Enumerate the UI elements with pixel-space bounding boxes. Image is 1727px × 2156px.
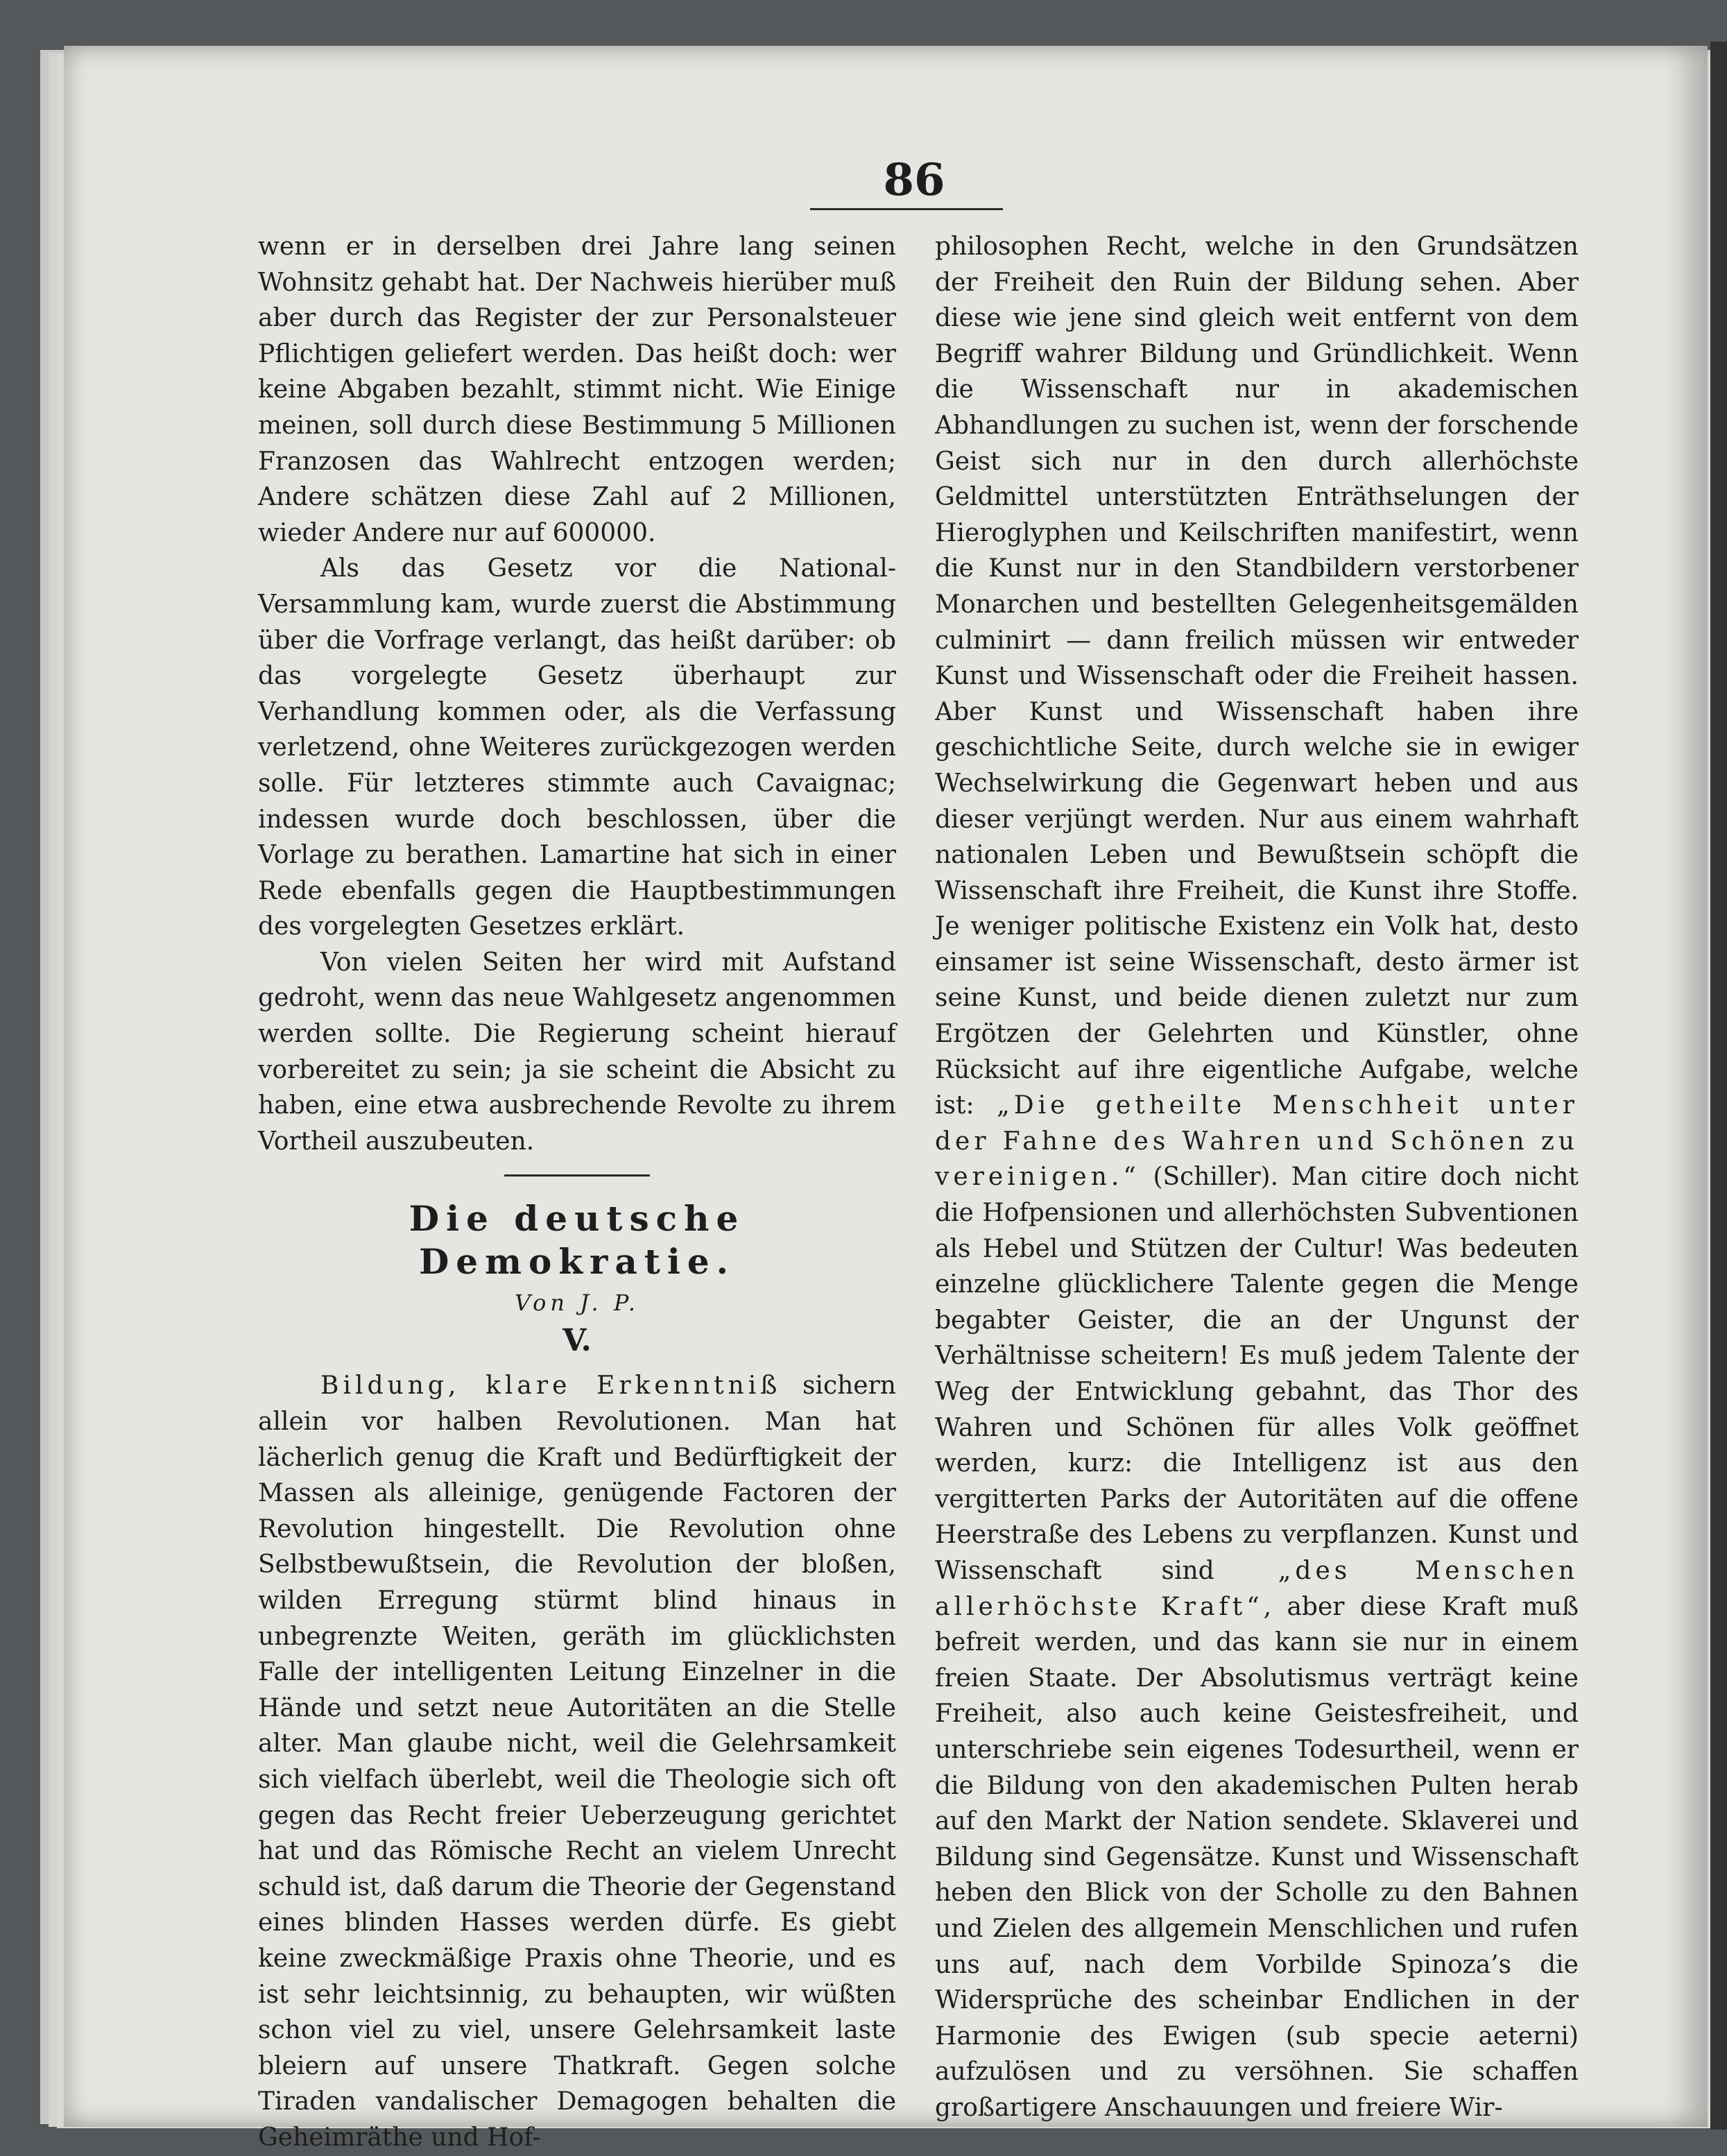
right-text-2: (Schiller). Man citire doch nicht die Hofpensionen und allerhöchsten Subventionen als Hebel und Stützen der Cultur! Was bedeuten einzelne glücklichere Talente gegen die Menge begabter Geister, die an der Ungunst der Verhältnisse scheitern! Es muß jedem Talente der Weg der Entwicklung gebahnt, das Thor des Wahren und Schönen für alles Volk geöffnet werden, kurz: die Intelligenz ist aus den vergitterten Parks der Autoritäten auf die offene Heerstraße des Lebens zu verpflanzen. Kunst und Wissenschaft sind	[935, 1163, 1579, 1585]
right-column	[935, 229, 1579, 2125]
right-text-3: , aber diese Kraft muß befreit werden, und das kann sie nur in einem freien Staate. Der Absolutismus verträgt keine Freiheit, also auch keine Geistesfreiheit, und unterschriebe sein eigenes Todesurtheil, wenn er die Bildung von den akademischen Pulten herab auf den Markt der Nation sendete. Sklaverei und Bildung sind Gegensätze. Kunst und Wissenschaft heben den Blick von der Scholle zu den Bahnen und Zielen des allgemein Menschlichen und rufen uns auf, nach dem Vorbilde Spinoza’s die Widersprüche des scheinbar Endlichen in der Harmonie des Ewigen (sub specie aeterni) aufzulösen und zu versöhnen. Sie schaffen großartigere Anschauungen und freiere Wir-	[935, 1592, 1579, 2122]
right-text-1: philosophen Recht, welche in den Grundsätzen der Freiheit den Ruin der Bildung sehen. Aber diese wie jene sind gleich weit entfernt von dem Begriff wahrer Bildung und Gründlichkeit. Wenn die Wissenschaft nur in akademischen Abhandlungen zu suchen ist, wenn der forschende Geist sich nur in den durch allerhöchste Geldmittel unterstützten Enträthselungen der Hieroglyphen und Keilschriften manifestirt, wenn die Kunst nur in den Standbildern verstorbener Monarchen und bestellten Gelegenheitsgemälden culminirt — dann freilich müssen wir entweder Kunst und Wissenschaft oder die Freiheit hassen. Aber Kunst und Wissenschaft haben ihre geschichtliche Seite, durch welche sie in ewiger Wechselwirkung die Gegenwart heben und aus dieser verjüngt werden. Nur aus einem wahrhaft nationalen Leben und Bewußtsein schöpft die Wissenschaft ihre Freiheit, die Kunst ihre Stoffe. Je weniger politische Existenz ein Volk hat, desto einsamer ist seine Wissenschaft, desto ärmer ist seine Kunst, und beide dienen zuletzt nur zum Ergötzen der Gelehrten und Künstler, ohne Rücksicht auf ihre eigentliche Aufgabe, welche ist:	[935, 232, 1579, 1120]
scan-edge	[1710, 42, 1727, 2130]
part-number: V.	[562, 1323, 592, 1359]
left-paragraph: wenn er in derselben drei Jahre lang seinen Wohnsitz gehabt hat. Der Nachweis hierüber muß aber durch das Register der zur Personalsteuer Pflichtigen geliefert werden. Das heißt doch: wer keine Abgaben bezahlt, stimmt nicht. Wie Einige meinen, soll durch diese Bestimmung 5 Millionen Franzosen das Wahlrecht entzogen werden; Andere schätzen diese Zahl auf 2 Millionen, wieder Andere nur auf 600000.	[258, 232, 896, 547]
right-paragraph	[935, 229, 1579, 2125]
article-paragraph	[258, 1368, 896, 2155]
left-column	[258, 229, 896, 2156]
menschen-quote: „des Menschen allerhöchste Kraft“	[935, 1556, 1579, 1621]
article-body: sichern allein vor halben Revolutionen. Man hat lächerlich genug die Kraft und Bedürftigkeit der Massen als alleinige, genügende Factoren der Revolution hingestellt. Die Revolution ohne Selbstbewußtsein, die Revolution der bloßen, wilden Erregung stürmt blind hinaus in unbegrenzte Weiten, geräth im glücklichsten Falle der intelligenten Leitung Einzelner in die Hände und setzt neue Autoritäten an die Stelle alter. Man glaube nicht, weil die Gelehrsamkeit sich vielfach überlebt, weil die Theologie sich oft gegen das Recht freier Ueberzeugung gerichtet hat und das Römische Recht an vielem Unrecht schuld ist, daß darum die Theorie der Gegenstand eines blinden Hasses werden dürfe. Es giebt keine zweckmäßige Praxis ohne Theorie, und es ist sehr leichtsinnig, zu behaupten, wir wüßten schon viel zu viel, unsere Gelehrsamkeit laste bleiern auf unsere Thatkraft. Gegen solche Tiraden vandalischer Demagogen behalten die Geheimräthe und Hof-	[258, 1371, 896, 2152]
article-lead: Bildung, klare Erkenntniß	[320, 1371, 782, 1401]
section-title: Die deutsche Demokratie.	[409, 1198, 746, 1283]
page-number: 86	[883, 154, 945, 206]
section-divider	[504, 1174, 650, 1177]
left-paragraph: Als das Gesetz vor die National-Versammlung kam, wurde zuerst die Abstimmung über die Vorfrage verlangt, das heißt darüber: ob das vorgelegte Gesetz überhaupt zur Verhandlung kommen oder, als die Verfassung verletzend, ohne Weiteres zurückgezogen werden solle. Für letzteres stimmte auch Cavaignac; indessen wurde doch beschlossen, über die Vorlage zu berathen. Lamartine hat sich in einer Rede ebenfalls gegen die Hauptbestimmungen des vorgelegten Gesetzes erklärt.	[258, 554, 896, 941]
header-rule	[810, 208, 1003, 210]
byline: Von J. P.	[514, 1290, 640, 1317]
schiller-quote: „Die getheilte Menschheit unter der Fahne des Wahren und Schönen zu vereinigen.“	[935, 1091, 1579, 1192]
left-paragraph: Von vielen Seiten her wird mit Aufstand gedroht, wenn das neue Wahlgesetz angenommen werden sollte. Die Regierung scheint hierauf vorbereitet zu sein; ja sie scheint die Absicht zu haben, eine etwa ausbrechende Revolte zu ihrem Vortheil auszubeuten.	[258, 948, 896, 1156]
